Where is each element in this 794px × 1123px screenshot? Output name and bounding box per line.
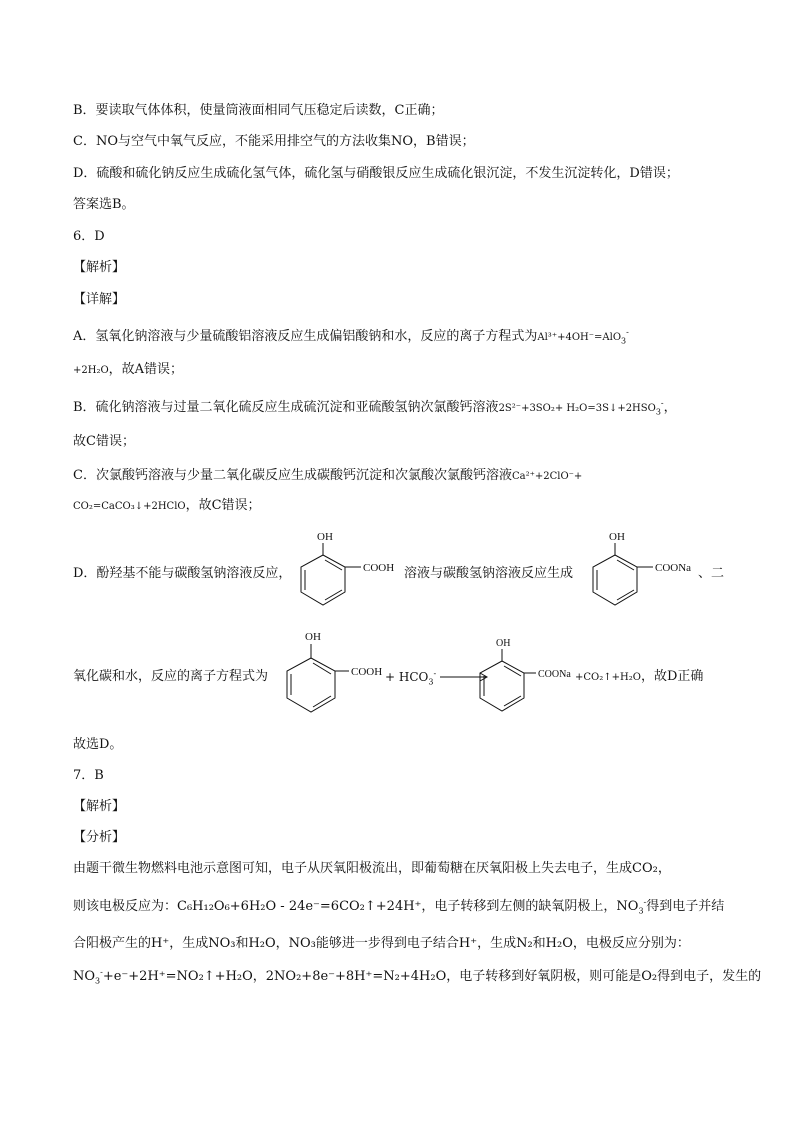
q7-paragraph-line-4: [73, 968, 761, 986]
no3-sub: 3: [638, 906, 644, 916]
q6-d-text2: 溶液与碳酸氢钠溶液反应生成: [404, 566, 574, 581]
hco3-text: + HCO: [385, 670, 429, 684]
no3-sub: 3: [95, 976, 101, 986]
q6-d-text3: 、二: [698, 566, 725, 581]
q7-line4-b: +e⁻+2H⁺=NO₂↑+H₂O，2NO₂+8e⁻+8H⁺=N₂+4H₂O，电子转移到好氧阴极，则可能是O₂得到电子，发生的: [102, 969, 762, 984]
no3-sup: -: [643, 897, 647, 907]
q6-c-continuation: [73, 497, 261, 516]
q6-d-eq-line-start: 氧化碳和水，反应的离子方程式为: [73, 669, 269, 684]
no3-sup: -: [100, 967, 103, 977]
q7-line2-b: 得到电子并结: [646, 899, 725, 914]
analysis-label-6: 【解析】: [73, 260, 126, 275]
q6-c-text: C．次氯酸钙溶液与少量二氧化碳反应生成碳酸钙沉淀和次氯酸次氯酸钙溶液: [73, 468, 512, 483]
hco3-sup: -: [433, 669, 437, 678]
q6-c-equation: Ca²⁺+2ClO⁻+: [511, 471, 583, 482]
q7-paragraph-line-2: [73, 898, 724, 916]
q6-a-text: A．氢氧化钠溶液与少量硫酸铝溶液反应生成偏铝酸钠和水，反应的离子方程式为: [73, 329, 538, 344]
q6-a-continuation: [73, 361, 183, 380]
q6-a-sup: -: [626, 327, 629, 337]
q6-a-line: [73, 328, 629, 347]
q6-b-tail: ，: [663, 400, 677, 415]
salicylic-acid-structure-2: [281, 628, 391, 727]
q6-b-sup: -: [660, 398, 664, 408]
q6-b-sub: 3: [655, 407, 661, 417]
q6-b-continuation: 故C错误；: [73, 434, 135, 449]
q6-b-text: B．硫化钠溶液与过量二氧化硫反应生成硫沉淀和亚硫酸氢钠次氯酸钙溶液: [73, 400, 499, 415]
question-6-header: 6．D: [73, 229, 105, 244]
oh-label: OH: [609, 531, 625, 543]
salicylic-acid-structure-1: [295, 530, 405, 624]
detail-label-6: 【详解】: [73, 292, 126, 307]
q6-a-equation: Al³⁺+4OH⁻=AlO: [537, 332, 622, 343]
q6-d-eq-products: [575, 668, 703, 687]
q6-a-cont-text: ，故A错误；: [108, 362, 184, 377]
q6-b-equation: 2S²⁻+3SO₂+ H₂O=3S↓+2HSO: [498, 403, 656, 414]
q6-c-cont-text: ，故C错误；: [185, 498, 261, 513]
oh-label: OH: [317, 531, 333, 543]
answer-q5: 答案选B。: [73, 197, 135, 212]
coona-label: COONa: [538, 669, 571, 680]
oh-label: OH: [305, 631, 321, 643]
hco3-sub: 3: [428, 677, 434, 687]
line-c-option: C．NO与空气中氧气反应，不能采用排空气的方法收集NO，B错误；: [73, 134, 475, 149]
q7-paragraph-line-3: 合阳极产生的H⁺，生成NO₃和H₂O，NO₃能够进一步得到电子结合H⁺，生成N₂和H₂O，电极反应分别为：: [73, 936, 690, 951]
line-d-option: D．硫酸和硫化钠反应生成硫化氢气体，硫化氢与硝酸银反应生成硫化银沉淀，不发生沉淀转化，D错误；: [73, 166, 679, 181]
products-text: +CO₂↑+H₂O: [575, 672, 641, 683]
analysis-label-7: 【解析】: [73, 799, 126, 814]
fenxi-label-7: 【分析】: [73, 830, 126, 845]
cooh-label: COOH: [351, 666, 383, 678]
q6-a-cont-eq: +2H₂O: [73, 365, 109, 376]
q6-a-sub: 3: [621, 336, 627, 346]
coona-label: COONa: [655, 562, 692, 574]
q7-paragraph-line-1: 由题干微生物燃料电池示意图可知，电子从厌氧阳极流出，即葡萄糖在厌氧阳极上失去电子，生成CO₂，: [73, 861, 671, 876]
cooh-label: COOH: [363, 562, 395, 574]
q6-c-line: [73, 467, 582, 486]
q7-line2-a: 则该电极反应为：C₆H₁₂O₆+6H₂O - 24e⁻=6CO₂↑+24H⁺，电子转移到左侧的缺氧阴极上，NO: [73, 899, 639, 914]
eq-end-text: ，故D正确: [640, 669, 704, 684]
q6-d-eq-plus: [385, 668, 436, 686]
question-7-header: 7．B: [73, 768, 104, 783]
q6-c-cont-eq: CO₂=CaCO₃↓+2HClO: [73, 501, 186, 512]
q6-b-line: [73, 399, 677, 418]
line-b-option: B．要读取气体体积，使量筒液面相同气压稳定后读数，C正确；: [73, 103, 444, 118]
answer-q6: 故选D。: [73, 737, 123, 752]
q7-line4-a: NO: [73, 969, 96, 984]
oh-label: OH: [496, 638, 511, 649]
q6-d-text1: D．酚羟基不能与碳酸氢钠溶液反应，: [73, 566, 292, 581]
